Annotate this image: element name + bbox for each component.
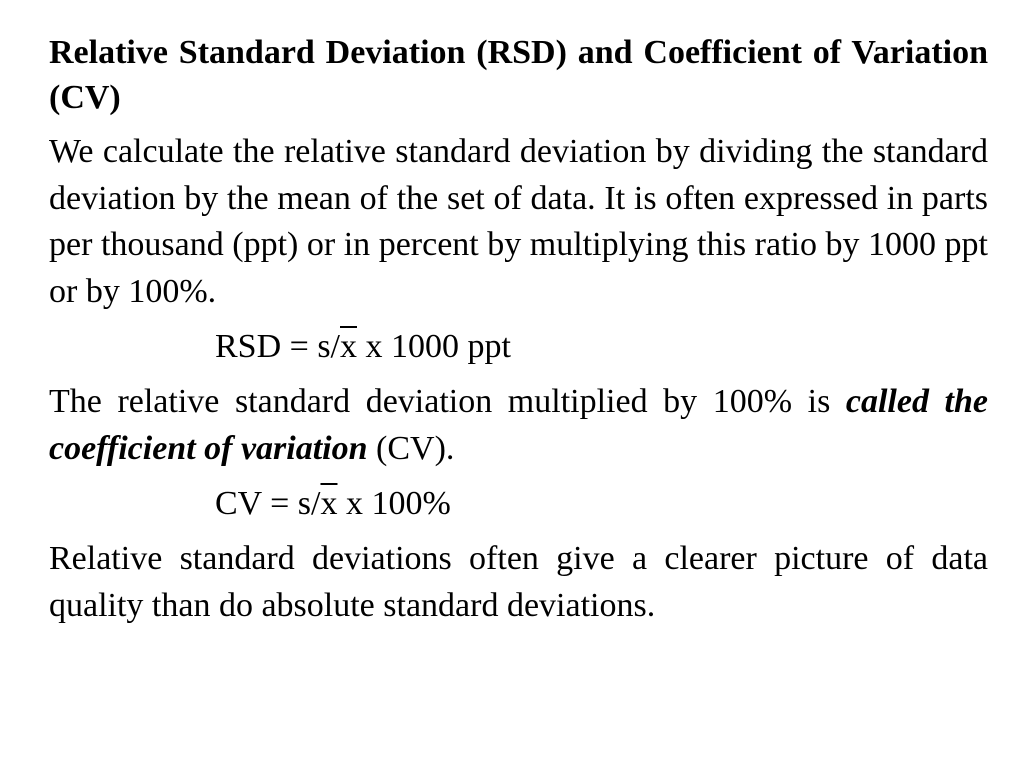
formula-cv-lhs: CV = s/	[215, 485, 321, 522]
formula-cv-rhs: x 100%	[337, 485, 451, 522]
paragraph-cv-emphasis: called the coefficient of variation	[49, 383, 988, 467]
formula-rsd-lhs: RSD = s/	[215, 328, 340, 365]
paragraph-cv-before: The relative standard deviation multiplied by 100% is	[49, 383, 846, 420]
paragraph-cv-definition	[49, 379, 988, 472]
formula-rsd	[49, 324, 988, 370]
section-heading: Relative Standard Deviation (RSD) and Coefficient of Variation (CV)	[49, 34, 988, 116]
formula-cv-mean-symbol: $\overline{x}$	[320, 485, 338, 522]
formula-rsd-rhs: x 1000 ppt	[357, 328, 511, 365]
formula-cv	[49, 481, 988, 527]
paragraph-rsd-definition: We calculate the relative standard deviation by dividing the standard deviation by the mean of the set of data. It is often expressed in parts per thousand (ppt) or in percent by multiplying this ratio by 1000 ppt or by 100%.	[49, 133, 988, 310]
document-page	[49, 30, 988, 638]
formula-rsd-mean-symbol: $\overline{x}$	[340, 328, 357, 365]
paragraph-cv-after: (CV).	[367, 429, 455, 467]
paragraph-rsd-quality: Relative standard deviations often give a clearer picture of data quality than do absolute standard deviations.	[49, 540, 988, 624]
